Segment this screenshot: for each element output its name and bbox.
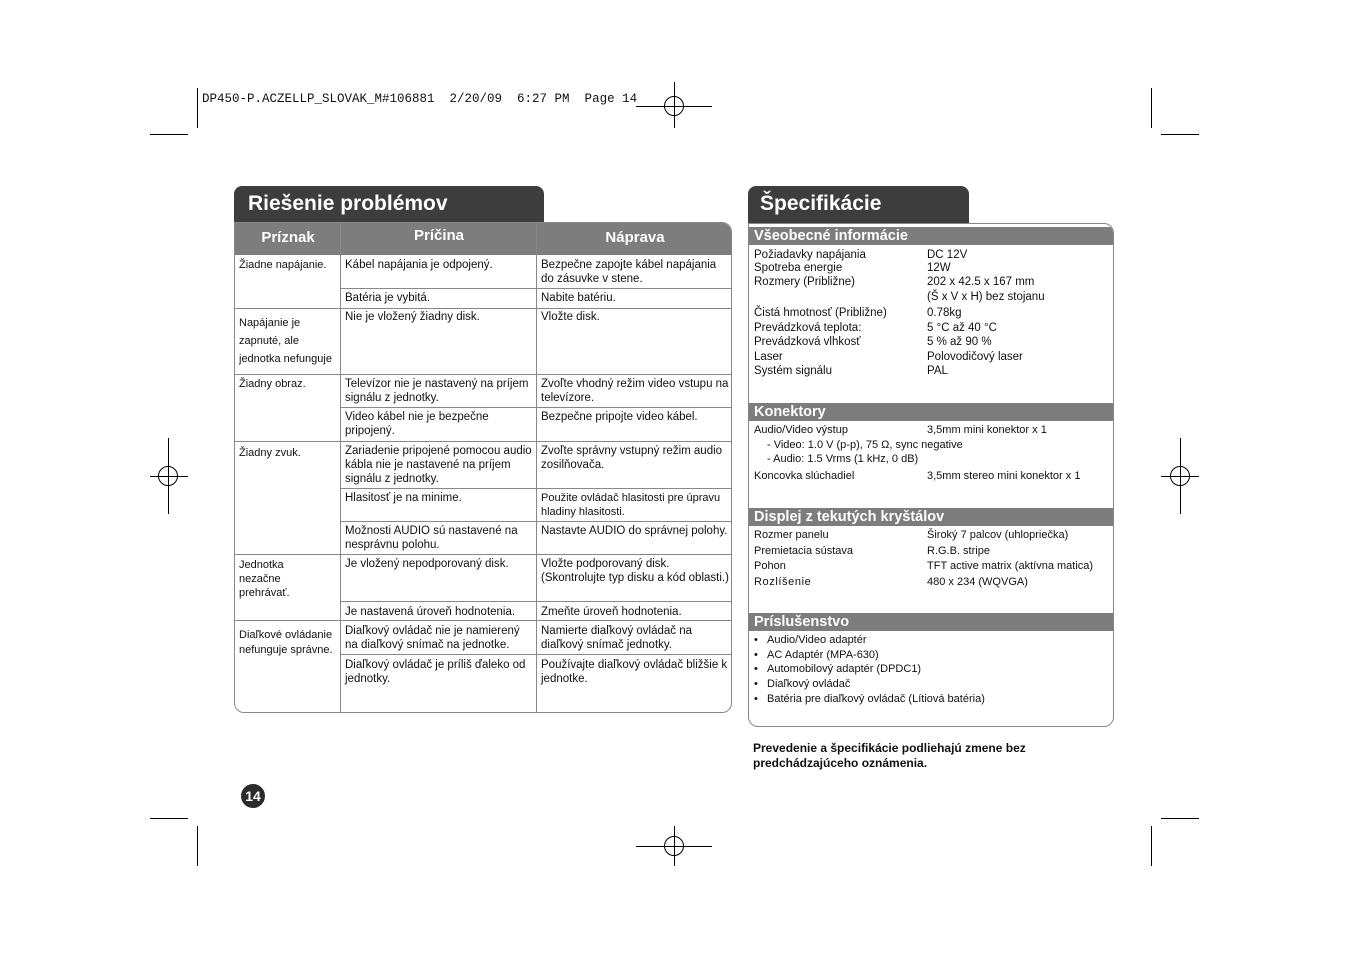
accessory-label: Diaľkový ovládač bbox=[767, 678, 851, 690]
registration-mark bbox=[158, 466, 178, 486]
list-item: • AC Adaptér (MPA-630) bbox=[754, 649, 879, 661]
specifications-box bbox=[748, 223, 1114, 727]
remedy-cell: Bezpečne pripojte video kábel. bbox=[541, 411, 698, 423]
spec-value: (Š x V x H) bez stojanu bbox=[927, 291, 1045, 303]
crop-mark bbox=[150, 134, 188, 135]
spec-label: Požiadavky napájania bbox=[754, 249, 866, 261]
section-heading-accessories: Príslušenstvo bbox=[749, 613, 1113, 631]
accessory-label: Automobilový adaptér (DPDC1) bbox=[767, 663, 922, 675]
spec-label: Rozlíšenie bbox=[754, 576, 812, 588]
remedy-cell: Použite ovládač hlasitosti pre úpravu hladiny hlasitosti. bbox=[541, 492, 721, 518]
spec-label: Prevádzková teplota: bbox=[754, 322, 862, 334]
spec-label: Čistá hmotnosť (Približne) bbox=[754, 307, 887, 319]
remedy-cell: Zvoľte vhodný režim video vstupu na televízore. bbox=[541, 378, 729, 404]
row-divider bbox=[341, 654, 732, 655]
cause-cell: Televízor nie je nastavený na príjem signálu z jednotky. bbox=[345, 378, 529, 404]
symptom-cell: Žiadny obraz. bbox=[239, 378, 306, 390]
spec-label: Prevádzková vlhkosť bbox=[754, 336, 861, 348]
symptom-cell: Jednotka nezačne prehrávať. bbox=[239, 559, 290, 599]
remedy-cell: Zvoľte správny vstupný režim audio zosilňovača. bbox=[541, 445, 723, 471]
section-heading-connectors: Konektory bbox=[749, 403, 1113, 421]
cause-cell: Kábel napájania je odpojený. bbox=[345, 259, 493, 271]
crop-mark bbox=[1151, 88, 1152, 128]
spec-value: 480 x 234 (WQVGA) bbox=[927, 576, 1028, 588]
list-item: • Diaľkový ovládač bbox=[754, 678, 851, 690]
spec-label: Koncovka slúchadiel bbox=[754, 470, 855, 482]
cause-cell: Nie je vložený žiadny disk. bbox=[345, 311, 480, 323]
row-divider bbox=[341, 601, 732, 602]
spec-detail: - Video: 1.0 V (p-p), 75 Ω, sync negative bbox=[767, 439, 963, 451]
cause-cell: Diaľkový ovládač nie je namierený na diaľkový snímač na jednotke. bbox=[345, 625, 520, 651]
specifications-title: Špecifikácie bbox=[748, 186, 969, 224]
accessory-label: Batéria pre diaľkový ovládač (Lítiová batéria) bbox=[767, 693, 985, 705]
spec-value: 5 % až 90 % bbox=[927, 336, 992, 348]
section-heading-lcd: Displej z tekutých kryštálov bbox=[749, 508, 1113, 526]
spec-label: Pohon bbox=[754, 560, 786, 572]
column-header-symptom: Príznak bbox=[235, 223, 341, 255]
cause-cell: Batéria je vybitá. bbox=[345, 292, 431, 304]
crop-mark bbox=[1151, 826, 1152, 866]
cause-cell: Je vložený nepodporovaný disk. bbox=[345, 558, 509, 570]
spec-value: 0.78kg bbox=[927, 307, 962, 319]
registration-mark bbox=[1170, 466, 1190, 486]
spec-label: Audio/Video výstup bbox=[754, 424, 848, 436]
remedy-cell: Zmeňte úroveň hodnotenia. bbox=[541, 606, 682, 618]
spec-label: Rozmer panelu bbox=[754, 529, 829, 541]
spec-label: Spotreba energie bbox=[754, 262, 843, 274]
remedy-cell: Vložte podporovaný disk. (Skontrolujte typ disku a kód oblasti.) bbox=[541, 558, 729, 584]
crop-mark bbox=[1161, 818, 1199, 819]
spec-label: Premietacia sústava bbox=[754, 545, 854, 557]
list-item: • Batéria pre diaľkový ovládač (Lítiová batéria) bbox=[754, 693, 985, 705]
section-heading-general: Všeobecné informácie bbox=[749, 227, 1113, 245]
cause-cell: Hlasitosť je na minime. bbox=[345, 492, 462, 504]
remedy-cell: Namierte diaľkový ovládač na diaľkový snímač jednotky. bbox=[541, 625, 693, 651]
spec-label: Systém signálu bbox=[754, 365, 832, 377]
troubleshooting-title: Riešenie problémov bbox=[234, 186, 544, 224]
spec-value: TFT active matrix (aktívna matica) bbox=[927, 560, 1094, 572]
remedy-cell: Používajte diaľkový ovládač bližšie k jednotke. bbox=[541, 659, 728, 685]
page-number: 14 bbox=[241, 784, 265, 808]
crop-mark bbox=[1161, 134, 1199, 135]
accessory-label: AC Adaptér (MPA-630) bbox=[767, 649, 879, 661]
spec-label: Rozmery (Približne) bbox=[754, 276, 855, 288]
accessory-label: Audio/Video adaptér bbox=[767, 634, 867, 646]
spec-value: 202 x 42.5 x 167 mm bbox=[927, 276, 1035, 288]
symptom-cell: Napájanie je zapnuté, ale jednotka nefunguje bbox=[239, 317, 332, 365]
remedy-cell: Vložte disk. bbox=[541, 311, 600, 323]
crop-mark bbox=[197, 826, 198, 866]
spec-value: 5 °C až 40 °C bbox=[927, 322, 997, 334]
registration-mark bbox=[664, 96, 684, 116]
spec-value: Široký 7 palcov (uhlopriečka) bbox=[927, 529, 1069, 541]
column-header-remedy: Náprava bbox=[537, 223, 732, 255]
cause-cell: Diaľkový ovládač je príliš ďaleko od jednotky. bbox=[345, 659, 526, 685]
spec-value: 3,5mm stereo mini konektor x 1 bbox=[927, 470, 1081, 482]
spec-value: Polovodičový laser bbox=[927, 351, 1023, 363]
spec-value: DC 12V bbox=[927, 249, 968, 261]
spec-value: PAL bbox=[927, 365, 948, 377]
spec-value: R.G.B. stripe bbox=[927, 545, 990, 557]
print-slug: DP450-P.ACZELLP_SLOVAK_M#106881 2/20/09 6:27 PM Page 14 bbox=[202, 92, 638, 106]
spec-change-note: Prevedenie a špecifikácie podliehajú zmene bez predchádzajúceho oznámenia. bbox=[753, 741, 1026, 770]
list-item: • Automobilový adaptér (DPDC1) bbox=[754, 663, 922, 675]
registration-mark bbox=[664, 836, 684, 856]
symptom-cell: Žiadny zvuk. bbox=[239, 447, 301, 459]
troubleshooting-table bbox=[234, 222, 732, 713]
cause-cell: Možnosti AUDIO sú nastavené na nesprávnu polohu. bbox=[345, 525, 518, 551]
list-item: • Audio/Video adaptér bbox=[754, 634, 867, 646]
remedy-cell: Nastavte AUDIO do správnej polohy. bbox=[541, 525, 728, 537]
spec-detail: - Audio: 1.5 Vrms (1 kHz, 0 dB) bbox=[767, 453, 919, 465]
remedy-cell: Nabite batériu. bbox=[541, 292, 616, 304]
cause-cell: Video kábel nie je bezpečne pripojený. bbox=[345, 411, 489, 437]
crop-mark bbox=[150, 818, 188, 819]
remedy-cell: Bezpečne zapojte kábel napájania do zásuvke v stene. bbox=[541, 259, 717, 285]
cause-cell: Zariadenie pripojené pomocou audio kábla nie je nastavené na príjem signálu z jednotky. bbox=[345, 445, 532, 485]
symptom-cell: Žiadne napájanie. bbox=[239, 259, 327, 271]
column-header-cause: Príčina bbox=[341, 223, 537, 255]
spec-label: Laser bbox=[754, 351, 783, 363]
spec-value: 3,5mm mini konektor x 1 bbox=[927, 424, 1047, 436]
crop-mark bbox=[197, 88, 198, 128]
spec-value: 12W bbox=[927, 262, 951, 274]
cause-cell: Je nastavená úroveň hodnotenia. bbox=[345, 606, 516, 618]
symptom-cell: Diaľkové ovládanie nefunguje správne. bbox=[239, 629, 333, 656]
